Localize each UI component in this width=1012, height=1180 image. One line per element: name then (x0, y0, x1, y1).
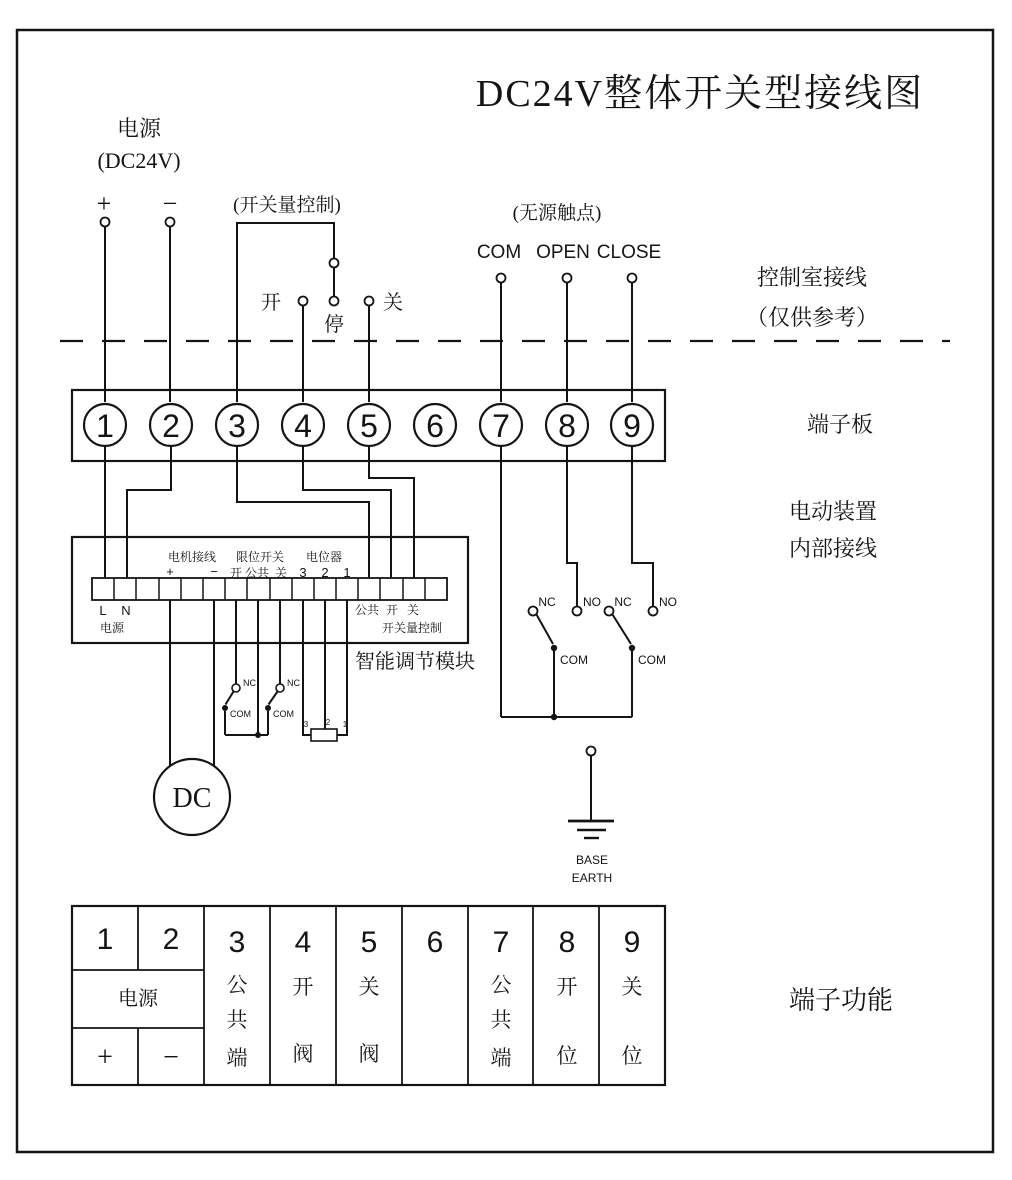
power-label: 电源 (116, 116, 162, 141)
terminal-circle-close (365, 297, 374, 306)
table-num-3: 3 (228, 926, 246, 959)
out-open-label: 开 (385, 603, 399, 617)
close-switch-no-label: NO (659, 595, 677, 609)
table-char: 端 (226, 1046, 248, 1070)
function-table-content (97, 923, 643, 1073)
terminal-circle-open (299, 297, 308, 306)
limit-open-label: 开 (229, 566, 243, 580)
pot-small-3: 3 (303, 720, 309, 729)
table-char: 开 (556, 975, 578, 999)
limit-switch-label: 限位开关 (235, 550, 285, 564)
position-switch-open-lever (537, 615, 554, 645)
limit-nc-label-1: NC (243, 678, 256, 688)
wire-t9-to-no (632, 446, 653, 606)
position-switch-close-lever (613, 615, 632, 645)
terminal-circle-com (497, 274, 506, 283)
board-terminal-number: 5 (360, 408, 378, 444)
ground-symbol (568, 756, 614, 838)
terminal-board-circles (84, 404, 653, 446)
internal-wires (105, 446, 653, 717)
pot-1-label: 1 (343, 565, 351, 580)
table-char: 共 (226, 1008, 248, 1032)
limit-switch-1-lever (226, 692, 234, 705)
table-char: 端 (490, 1046, 512, 1070)
terminal-circle-open-contact (563, 274, 572, 283)
table-char: 阀 (358, 1042, 380, 1066)
terminal-circle-stop-bottom (330, 297, 339, 306)
table-char: 阀 (292, 1042, 314, 1066)
pot-2-label: 2 (321, 565, 329, 580)
com-junction-dot (551, 714, 557, 720)
ground-label-base: BASE (575, 853, 609, 867)
internal-wiring-note-1: 电动装置 (788, 499, 878, 524)
board-terminal-number: 2 (162, 408, 180, 444)
terminal-board-note: 端子板 (806, 412, 874, 437)
table-num-7: 7 (492, 926, 510, 959)
potentiometer-resistor (311, 729, 337, 741)
module-bottom-wires (170, 600, 347, 778)
line-N-label: N (121, 603, 131, 618)
open-switch-nc-label: NC (538, 595, 556, 609)
board-terminal-number: 3 (228, 408, 246, 444)
power-minus-label: − (162, 189, 178, 218)
table-num-6: 6 (426, 926, 444, 959)
table-num-8: 8 (558, 926, 576, 959)
limit-close-label: 关 (274, 566, 288, 580)
open-label: 开 (261, 292, 281, 314)
potentiometer-label: 电位器 (305, 550, 343, 564)
line-L-label: L (99, 603, 107, 618)
strip-dividers (114, 578, 425, 600)
wire-pot-1 (337, 600, 347, 735)
control-room-note-1: 控制室接线 (756, 265, 868, 290)
table-char: 开 (292, 975, 314, 999)
limit-common-label: 公共 (244, 566, 270, 580)
table-num-9: 9 (623, 926, 641, 959)
terminal-circle-minus (166, 218, 175, 227)
limit-switch-2-lever (269, 692, 278, 705)
limit-com-label-2: COM (273, 709, 294, 719)
open-switch-no-label: NO (583, 595, 601, 609)
internal-wiring-note-2: 内部接线 (788, 536, 878, 561)
table-num-2: 2 (162, 923, 180, 956)
limit-switch-2-nc-contact (276, 684, 284, 692)
limit-common-junction-dot (255, 732, 261, 738)
pot-small-2: 2 (325, 718, 331, 727)
wire-switch-control-bracket (237, 223, 334, 402)
dry-contact-label: (无源触点) (512, 203, 602, 224)
table-num-4: 4 (294, 926, 312, 959)
table-char: 位 (556, 1044, 578, 1068)
pot-3-label: 3 (299, 565, 307, 580)
open-switch-no-contact (573, 607, 582, 616)
terminal-function-note: 端子功能 (788, 986, 894, 1015)
ground-label-earth: EARTH (571, 871, 613, 885)
power-voltage-label: (DC24V) (97, 148, 181, 173)
board-terminal-number: 1 (96, 408, 114, 444)
terminal-circle-close-contact (628, 274, 637, 283)
motor-plus-label: + (166, 564, 174, 579)
close-switch-nc-contact (605, 607, 614, 616)
close-switch-no-contact (649, 607, 658, 616)
board-terminal-number: 7 (492, 408, 510, 444)
table-char: 共 (490, 1008, 512, 1032)
limit-switch-1-com-dot (222, 705, 228, 711)
switch-output-label: 开关量控制 (381, 621, 443, 635)
motor-wiring-label: 电机接线 (167, 550, 217, 564)
close-switch-com-dot (629, 645, 635, 651)
switch-control-label: (开关量控制) (233, 195, 341, 216)
board-terminal-number: 9 (623, 408, 641, 444)
open-switch-com-label: COM (560, 653, 588, 667)
open-switch-com-dot (551, 645, 557, 651)
limit-switch-1-nc-contact (232, 684, 240, 692)
table-plus: + (97, 1042, 113, 1073)
limit-com-label-1: COM (230, 709, 251, 719)
table-char: 公 (490, 973, 512, 997)
table-minus: − (163, 1042, 179, 1073)
wire-t2-to-N (127, 446, 171, 578)
motor-minus-label: − (210, 564, 218, 579)
com-label: COM (476, 242, 522, 263)
table-num-5: 5 (360, 926, 378, 959)
table-char: 关 (358, 975, 380, 999)
terminal-circle-plus (101, 218, 110, 227)
out-close-label: 关 (406, 603, 420, 617)
wire-pot-3 (303, 600, 311, 735)
open-switch-nc-contact (529, 607, 538, 616)
table-char: 关 (621, 975, 643, 999)
ground-terminal-circle (587, 747, 596, 756)
board-terminal-number: 4 (294, 408, 312, 444)
pot-small-1: 1 (342, 720, 348, 729)
close-label: 关 (383, 292, 403, 314)
power-plus-label: + (96, 189, 112, 218)
module-power-label: 电源 (99, 621, 125, 635)
stop-label: 停 (324, 314, 344, 336)
board-terminal-number: 8 (558, 408, 576, 444)
open-contact-label: OPEN (536, 242, 590, 263)
terminal-circle-stop-top (330, 259, 339, 268)
module-name-label: 智能调节模块 (355, 651, 475, 673)
close-switch-nc-label: NC (614, 595, 632, 609)
table-char: 位 (621, 1044, 643, 1068)
table-char: 公 (226, 973, 248, 997)
limit-nc-label-2: NC (287, 678, 300, 688)
limit-switch-2-com-dot (265, 705, 271, 711)
table-num-1: 1 (96, 923, 114, 956)
close-contact-label: CLOSE (596, 242, 662, 263)
page-title: DC24V整体开关型接线图 (475, 73, 925, 115)
dc-motor-label: DC (172, 783, 212, 814)
board-terminal-number: 6 (426, 408, 444, 444)
close-switch-com-label: COM (638, 653, 666, 667)
out-common-label: 公共 (354, 603, 380, 617)
wire-t8-to-no (567, 446, 577, 606)
table-power-label: 电源 (118, 988, 158, 1010)
control-room-note-2: （仅供参考） (745, 305, 879, 330)
